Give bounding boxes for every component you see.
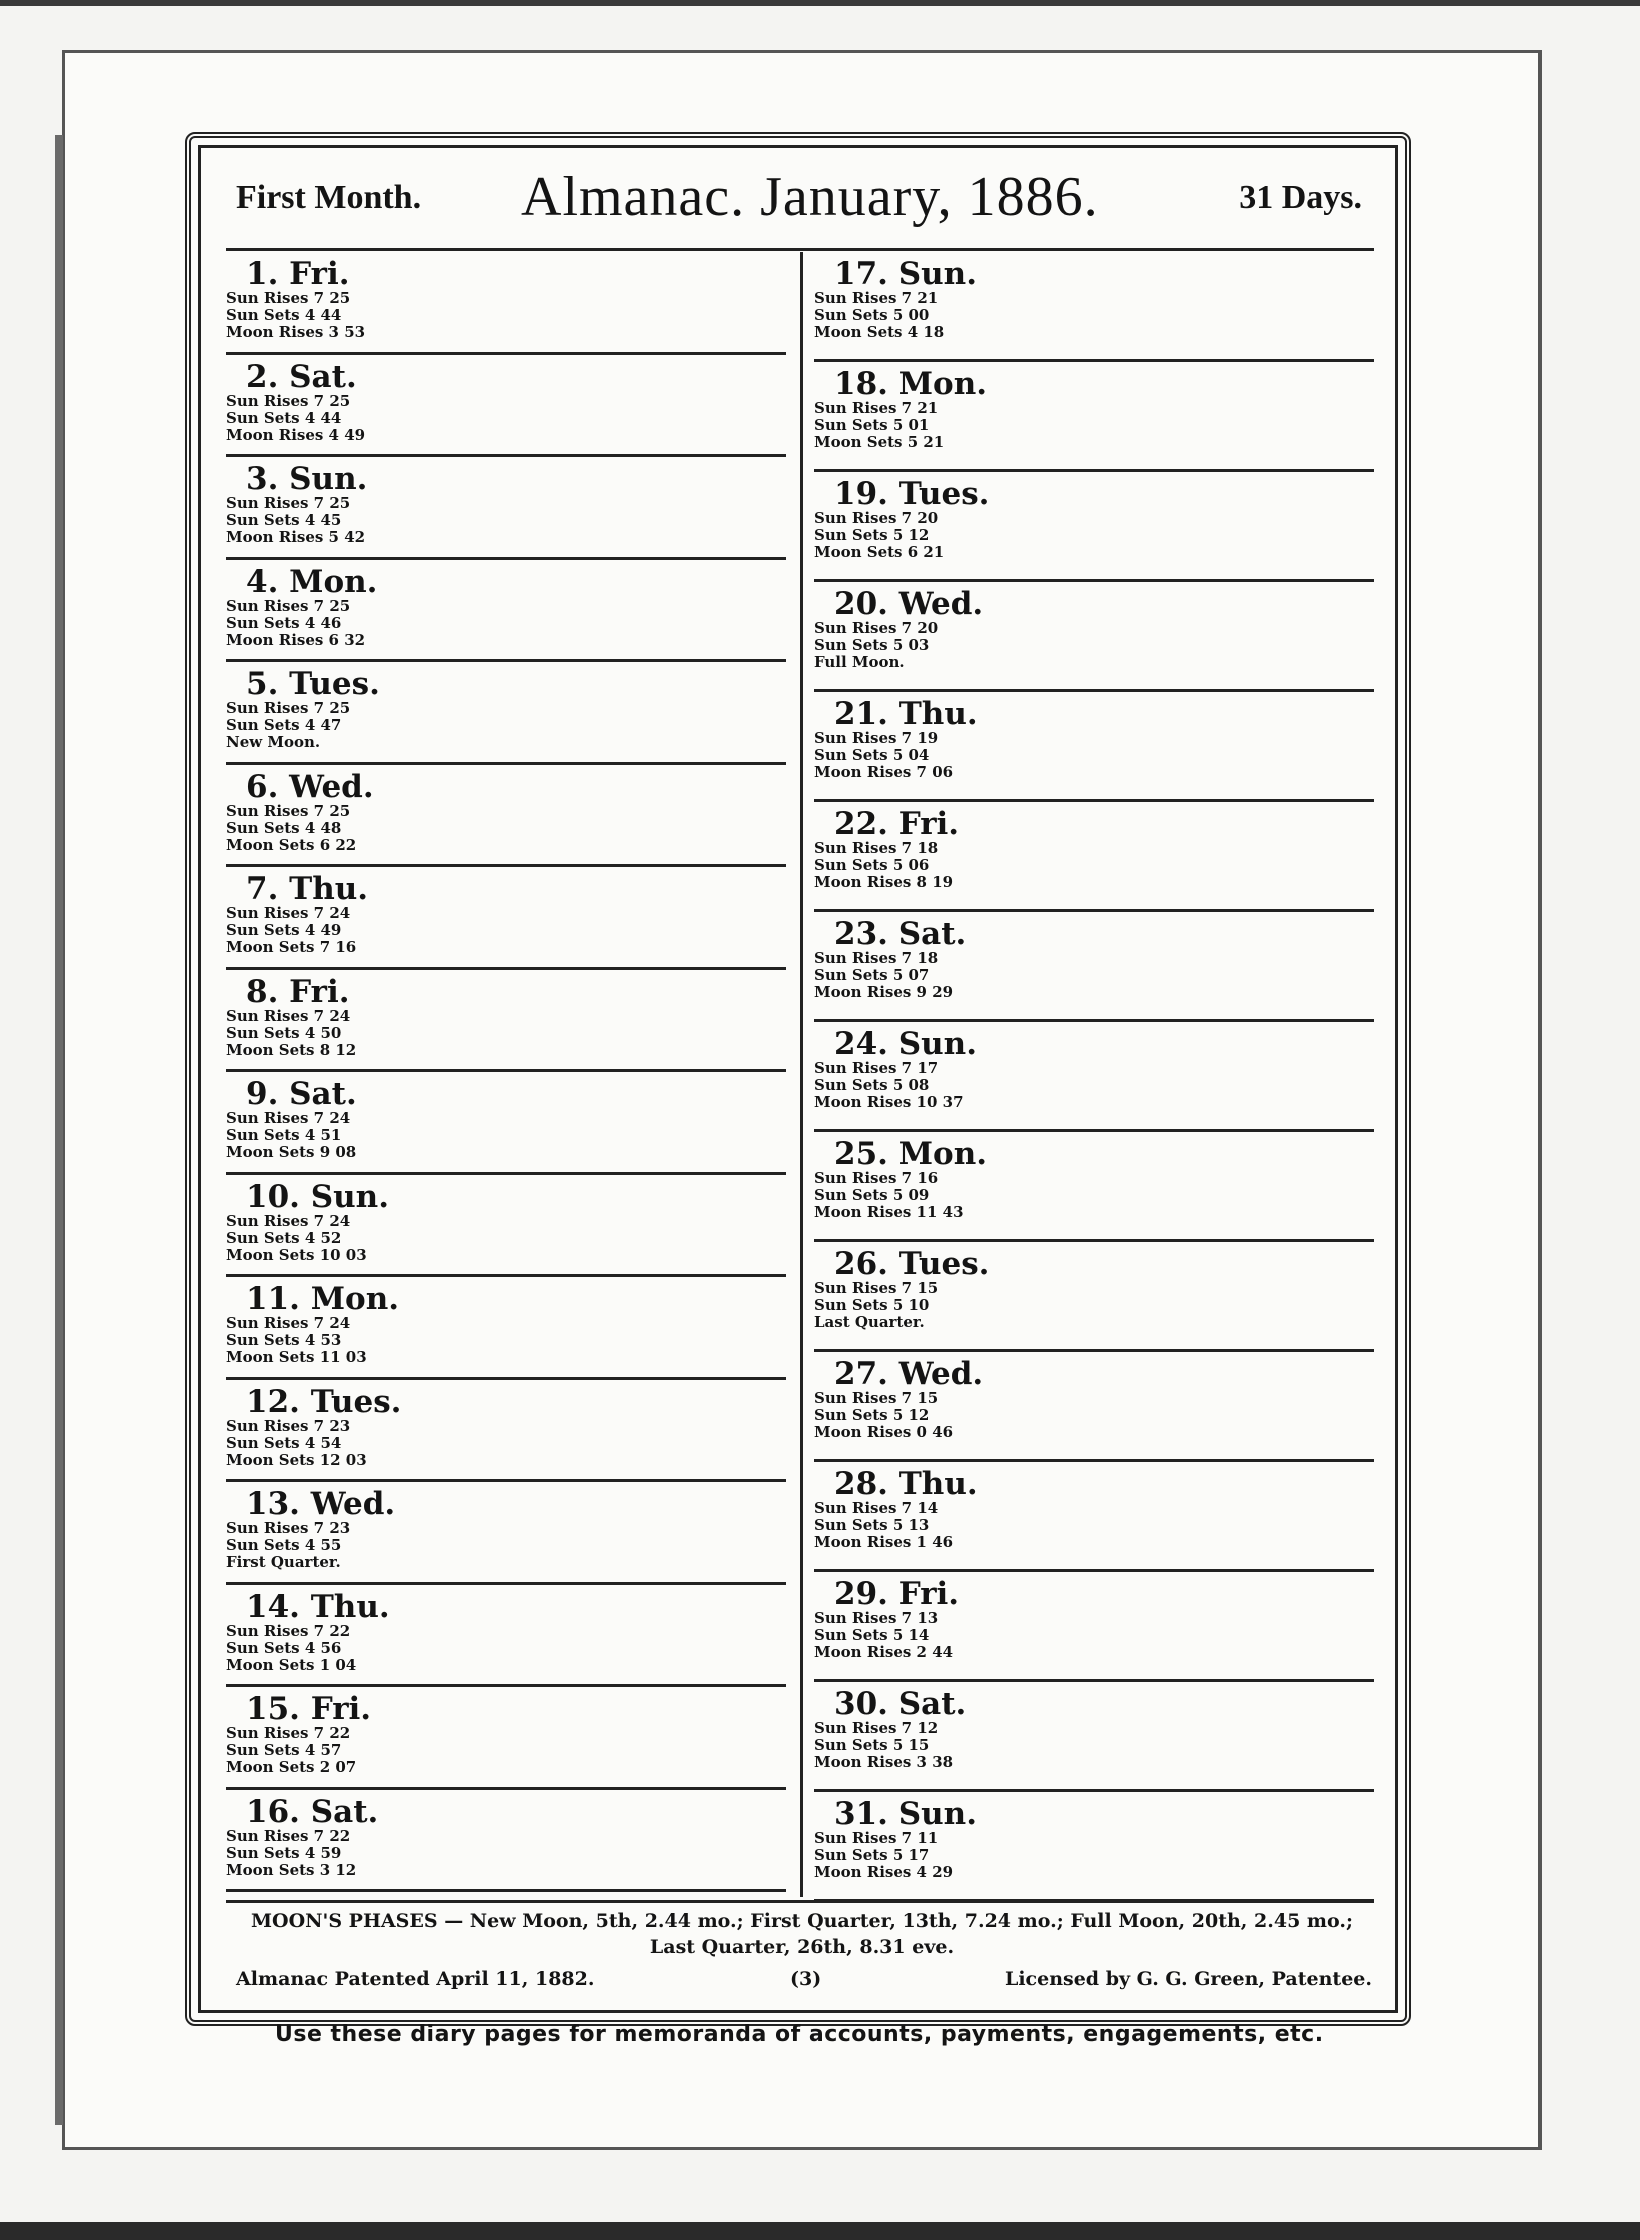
day-detail-line: Sun Rises 7 22 <box>226 1724 351 1742</box>
day-title: 20. Wed. <box>834 586 984 622</box>
day-title: 8. Fri. <box>246 973 350 1010</box>
day-detail-line: Sun Rises 7 25 <box>226 391 351 410</box>
day-title: 30. Sat. <box>834 1686 967 1722</box>
day-detail-line: Moon Rises 10 37 <box>814 1093 964 1111</box>
patent-note: Almanac Patented April 11, 1882. <box>236 1968 595 1990</box>
day-entry <box>226 765 786 868</box>
license-note: Licensed by G. G. Green, Patentee. <box>1004 1968 1372 1990</box>
day-detail-line: Moon Sets 6 22 <box>226 835 357 854</box>
scan-top-edge <box>0 0 1640 6</box>
day-entry <box>814 1022 1374 1132</box>
day-detail-line: Sun Sets 4 48 <box>226 818 342 837</box>
day-detail-line: Moon Rises 7 06 <box>814 763 954 781</box>
day-detail-line: Sun Rises 7 23 <box>226 1416 351 1435</box>
day-detail-line: Moon Rises 5 42 <box>226 528 366 546</box>
day-title: 10. Sun. <box>246 1178 389 1215</box>
day-title: 12. Tues. <box>246 1383 402 1420</box>
day-detail-line: Sun Sets 5 10 <box>814 1296 930 1314</box>
day-detail-line: Sun Rises 7 24 <box>226 1211 351 1230</box>
day-detail-line: Sun Rises 7 24 <box>226 1314 351 1332</box>
day-title: 14. Thu. <box>246 1588 390 1625</box>
day-entry <box>226 457 786 560</box>
day-entry <box>814 472 1374 582</box>
day-detail-line: Last Quarter. <box>814 1313 925 1331</box>
day-title: 31. Sun. <box>834 1796 977 1832</box>
day-title: 7. Thu. <box>246 871 369 907</box>
almanac-header <box>226 165 1372 245</box>
day-detail-line: Sun Rises 7 24 <box>226 904 351 922</box>
day-detail-line: Moon Sets 5 21 <box>814 433 945 451</box>
day-title: 4. Mon. <box>246 563 378 600</box>
day-detail-line: Sun Rises 7 25 <box>226 289 351 307</box>
day-detail-line: Sun Rises 7 23 <box>226 1519 351 1537</box>
column-divider <box>800 252 803 1897</box>
day-detail-line: Sun Sets 5 01 <box>814 416 930 434</box>
scan-bottom-edge <box>0 2222 1640 2240</box>
day-entry <box>814 802 1374 912</box>
day-detail-line: Sun Sets 5 07 <box>814 966 930 984</box>
day-entry <box>226 1072 786 1175</box>
day-title: 25. Mon. <box>834 1136 988 1172</box>
day-detail-line: Sun Sets 4 55 <box>226 1536 342 1554</box>
day-detail-line: Sun Sets 4 44 <box>226 306 342 324</box>
day-detail-line: Sun Sets 5 14 <box>814 1626 930 1644</box>
day-title: 26. Tues. <box>834 1246 990 1282</box>
day-detail-line: Moon Sets 7 16 <box>226 938 357 956</box>
day-entry <box>814 252 1374 362</box>
day-detail-line: Sun Sets 5 06 <box>814 856 930 874</box>
day-title: 13. Wed. <box>246 1486 396 1522</box>
day-detail-line: Moon Rises 3 53 <box>226 323 366 341</box>
day-detail-line: Sun Rises 7 22 <box>226 1826 351 1845</box>
day-detail-line: Moon Sets 11 03 <box>226 1348 367 1366</box>
day-detail-line: First Quarter. <box>226 1553 341 1571</box>
day-title: 22. Fri. <box>834 806 960 842</box>
moon-phases-note: MOON'S PHASES — New Moon, 5th, 2.44 mo.; First Quarter, 13th, 7.24 mo.; Full Moon, 20th, 2.45 mo.; Last Quarter, 26th, 8.31 eve. <box>251 1910 1353 1958</box>
day-detail-line: Moon Sets 1 04 <box>226 1655 357 1674</box>
day-detail-line: Sun Sets 4 51 <box>226 1126 342 1144</box>
day-detail-line: Moon Sets 2 07 <box>226 1758 357 1776</box>
day-detail-line: Moon Rises 11 43 <box>814 1203 964 1221</box>
day-entry <box>814 582 1374 692</box>
day-title: 24. Sun. <box>834 1026 977 1062</box>
day-detail-line: Sun Sets 5 04 <box>814 746 930 764</box>
day-entry <box>226 355 786 458</box>
day-detail-line: Sun Sets 5 12 <box>814 1406 930 1424</box>
day-entry <box>226 1277 786 1380</box>
day-entry <box>226 1687 786 1790</box>
day-entry <box>814 1242 1374 1352</box>
day-entry <box>226 867 786 970</box>
day-detail-line: Sun Rises 7 18 <box>814 839 939 857</box>
day-detail-line: Sun Rises 7 25 <box>226 494 351 512</box>
day-detail-line: Sun Sets 5 08 <box>814 1076 930 1094</box>
day-title: 28. Thu. <box>834 1466 978 1502</box>
diary-instruction: Use these diary pages for memoranda of accounts, payments, engagements, etc. <box>275 2022 1324 2047</box>
day-detail-line: Sun Rises 7 18 <box>814 949 939 967</box>
day-detail-line: Sun Rises 7 19 <box>814 729 939 747</box>
day-detail-line: Sun Sets 5 00 <box>814 306 930 324</box>
day-detail-line: Sun Sets 4 50 <box>226 1023 342 1042</box>
day-detail-line: Sun Sets 5 17 <box>814 1846 930 1864</box>
day-detail-line: Sun Rises 7 11 <box>814 1829 939 1847</box>
day-detail-line: Sun Sets 5 09 <box>814 1186 930 1204</box>
day-entry <box>814 1352 1374 1462</box>
day-detail-line: Sun Sets 5 03 <box>814 636 930 654</box>
day-entry <box>814 1792 1374 1902</box>
day-detail-line: Sun Sets 4 47 <box>226 716 342 734</box>
day-title: 19. Tues. <box>834 476 990 512</box>
day-detail-line: Moon Sets 12 03 <box>226 1450 367 1469</box>
day-title: 1. Fri. <box>246 256 350 292</box>
day-detail-line: Sun Rises 7 15 <box>814 1389 939 1407</box>
days-count: 31 Days. <box>1239 179 1362 216</box>
day-entry <box>226 252 786 355</box>
day-detail-line: Sun Sets 4 49 <box>226 921 342 939</box>
day-detail-line: Sun Rises 7 21 <box>814 289 939 307</box>
day-entry <box>814 1462 1374 1572</box>
day-detail-line: Sun Rises 7 13 <box>814 1609 939 1627</box>
page-number: (3) <box>790 1968 822 1990</box>
day-entry <box>814 912 1374 1022</box>
day-title: 23. Sat. <box>834 916 967 952</box>
day-detail-line: Sun Rises 7 24 <box>226 1109 351 1127</box>
day-title: 18. Mon. <box>834 366 988 402</box>
day-title: 3. Sun. <box>246 461 368 497</box>
day-detail-line: Moon Rises 3 38 <box>814 1753 954 1771</box>
day-detail-line: Moon Rises 8 19 <box>814 873 954 891</box>
day-detail-line: Sun Sets 4 53 <box>226 1331 342 1349</box>
day-detail-line: Sun Rises 7 24 <box>226 1006 351 1025</box>
footer-rule <box>226 1900 1374 1903</box>
day-title: 15. Fri. <box>246 1691 372 1727</box>
day-detail-line: Sun Rises 7 25 <box>226 596 351 615</box>
day-entry <box>226 1175 786 1278</box>
day-detail-line: Sun Rises 7 25 <box>226 801 351 820</box>
day-entry <box>814 362 1374 472</box>
day-detail-line: Moon Rises 6 32 <box>226 630 366 649</box>
day-detail-line: Moon Rises 9 29 <box>814 983 954 1001</box>
day-entry <box>226 662 786 765</box>
day-detail-line: Sun Sets 4 59 <box>226 1843 342 1862</box>
page-footer <box>232 1968 1372 1998</box>
day-detail-line: Sun Rises 7 21 <box>814 399 939 417</box>
day-detail-line: Sun Rises 7 14 <box>814 1499 939 1517</box>
day-detail-line: Moon Sets 4 18 <box>814 323 945 341</box>
day-title: 2. Sat. <box>246 358 357 395</box>
day-detail-line: Sun Rises 7 20 <box>814 509 939 527</box>
day-entry <box>226 1585 786 1688</box>
day-detail-line: Moon Sets 3 12 <box>226 1860 357 1879</box>
day-detail-line: Sun Rises 7 20 <box>814 619 939 637</box>
day-entry <box>814 1682 1374 1792</box>
day-detail-line: Sun Sets 5 13 <box>814 1516 930 1534</box>
day-detail-line: Sun Sets 4 52 <box>226 1228 342 1247</box>
day-detail-line: Moon Rises 4 49 <box>226 425 366 444</box>
day-detail-line: Sun Rises 7 22 <box>226 1621 351 1640</box>
day-detail-line: Sun Rises 7 17 <box>814 1059 939 1077</box>
day-detail-line: Sun Rises 7 16 <box>814 1169 939 1187</box>
day-title: 9. Sat. <box>246 1076 357 1112</box>
page-binding-edge <box>55 135 63 2125</box>
day-title: 29. Fri. <box>834 1576 960 1612</box>
day-title: 11. Mon. <box>246 1281 400 1317</box>
day-entry <box>226 1790 786 1893</box>
day-detail-line: Moon Sets 6 21 <box>814 543 945 561</box>
day-detail-line: Sun Sets 4 56 <box>226 1638 342 1657</box>
day-detail-line: Moon Rises 4 29 <box>814 1863 954 1881</box>
day-title: 6. Wed. <box>246 768 374 805</box>
day-title: 5. Tues. <box>246 666 380 702</box>
day-detail-line: Moon Sets 8 12 <box>226 1040 357 1059</box>
day-title: 21. Thu. <box>834 696 978 732</box>
day-detail-line: Sun Rises 7 25 <box>226 699 351 717</box>
day-detail-line: Moon Sets 10 03 <box>226 1245 367 1264</box>
day-detail-line: Moon Rises 1 46 <box>814 1533 954 1551</box>
page-title: Almanac. January, 1886. <box>521 166 1099 228</box>
day-title: 16. Sat. <box>246 1793 379 1830</box>
day-detail-line: Sun Sets 4 46 <box>226 613 342 632</box>
header-rule <box>226 248 1374 251</box>
day-detail-line: Sun Sets 5 15 <box>814 1736 930 1754</box>
day-entry <box>814 1132 1374 1242</box>
day-detail-line: Sun Sets 4 45 <box>226 511 342 529</box>
day-detail-line: Sun Sets 4 54 <box>226 1433 342 1452</box>
day-entry <box>226 560 786 663</box>
day-detail-line: Moon Rises 0 46 <box>814 1423 954 1441</box>
month-ordinal: First Month. <box>236 179 422 216</box>
day-detail-line: Sun Rises 7 12 <box>814 1719 939 1737</box>
day-detail-line: Moon Rises 2 44 <box>814 1643 954 1661</box>
day-entry <box>226 1380 786 1483</box>
day-entry <box>814 1572 1374 1682</box>
day-detail-line: Sun Sets 4 44 <box>226 408 342 427</box>
day-entry <box>226 970 786 1073</box>
day-entry <box>226 1482 786 1585</box>
day-title: 27. Wed. <box>834 1356 984 1392</box>
day-detail-line: Sun Rises 7 15 <box>814 1279 939 1297</box>
day-detail-line: Moon Sets 9 08 <box>226 1143 357 1161</box>
day-detail-line: Sun Sets 5 12 <box>814 526 930 544</box>
day-title: 17. Sun. <box>834 256 977 292</box>
day-entry <box>814 692 1374 802</box>
day-detail-line: Full Moon. <box>814 653 905 671</box>
day-detail-line: New Moon. <box>226 733 321 751</box>
day-detail-line: Sun Sets 4 57 <box>226 1741 342 1759</box>
